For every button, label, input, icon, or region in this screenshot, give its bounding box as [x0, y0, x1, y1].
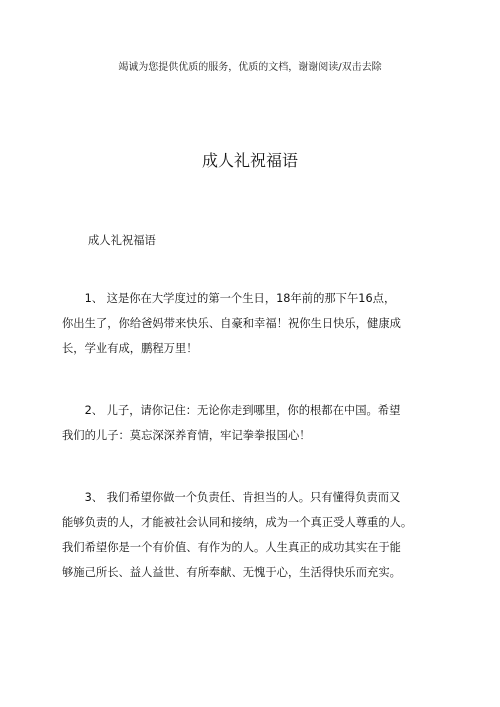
- paragraph-line: 2、 儿子，请你记住：无论你走到哪里，你的根都在中国。希望: [62, 404, 401, 417]
- paragraph-line: 你出生了，你给爸妈带来快乐、自豪和幸福！祝你生日快乐，健康成: [62, 317, 401, 330]
- paragraph-line: 能够负责的人，才能被社会认同和接纳，成为一个真正受人尊重的人。: [62, 516, 413, 529]
- paragraph-line: 长，学业有成，鹏程万里！: [62, 342, 198, 355]
- paragraph-line: 我们希望你是一个有价值、有作为的人。人生真正的成功其实在于能: [62, 541, 401, 554]
- paragraph-line: 3、 我们希望你做一个负责任、肯担当的人。只有懂得负责而又: [62, 491, 401, 504]
- document-title: 成人礼祝福语: [201, 151, 298, 170]
- paragraph-line: 够施己所长、益人益世、有所奉献、无愧于心，生活得快乐而充实。: [62, 566, 401, 579]
- paragraph-3: [62, 485, 422, 585]
- paragraph-line: 我们的儿子：莫忘深深养育情，牢记拳拳报国心！: [62, 429, 311, 442]
- paragraph-line: 1、 这是你在大学度过的第一个生日，18年前的那下午16点，: [62, 292, 396, 305]
- document-subtitle: 成人礼祝福语: [88, 234, 156, 247]
- paragraph-2: [62, 398, 422, 448]
- paragraph-1: [62, 286, 422, 361]
- header-note: 竭诚为您提供优质的服务，优质的文档，谢谢阅读/双击去除: [118, 62, 382, 73]
